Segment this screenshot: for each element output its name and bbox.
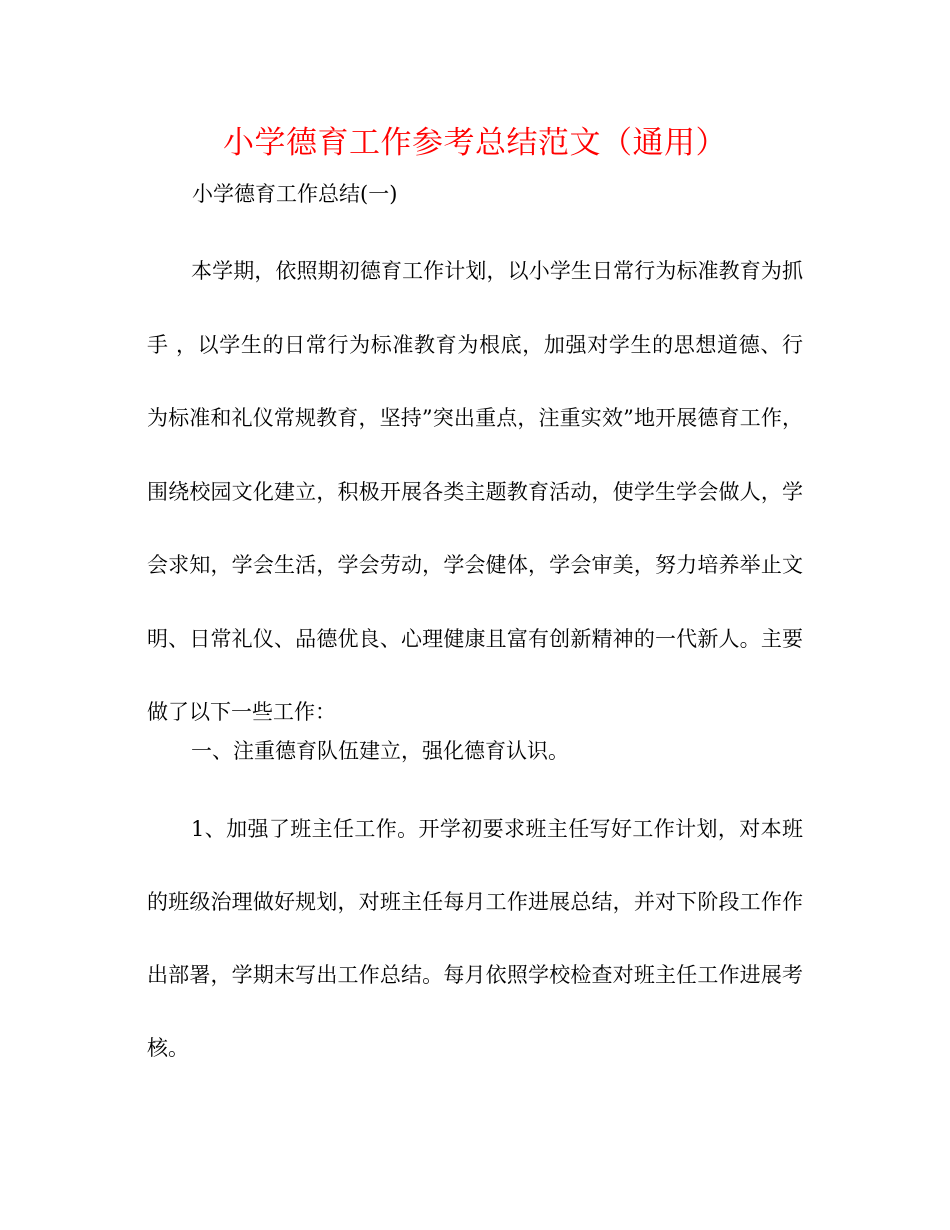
intro-paragraph: 本学期，依照期初德育工作计划，以小学生日常行为标准教育为抓手 ，以学生的日常行为标准教育为根底，加强对学生的思想道德、行为标准和礼仪常规教育，坚持”突出重点，注重实效”地开展德育工作，围绕校园文化建立，积极开展各类主题教育活动，使学生学会做人，学会求知，学会生活，学会劳动，学会健体，学会审美，努力培养举止文明、日常礼仪、品德优良、心理健康且富有创新精神的一代新人。主要做了以下一些工作： [147, 259, 803, 724]
document-title: 小学德育工作参考总结范文（通用） [223, 125, 727, 161]
section-paragraph-1: 1、加强了班主任工作。开学初要求班主任写好工作计划，对本班的班级治理做好规划，对班主任每月工作进展总结，并对下阶段工作作出部署，学期末写出工作总结。每月依照学校检查对班主任工作进展考核。 [147, 817, 803, 1060]
document-subtitle: 小学德育工作总结(一) [192, 182, 398, 206]
section-heading: 一、注重德育队伍建立，强化德育认识。 [191, 739, 569, 763]
